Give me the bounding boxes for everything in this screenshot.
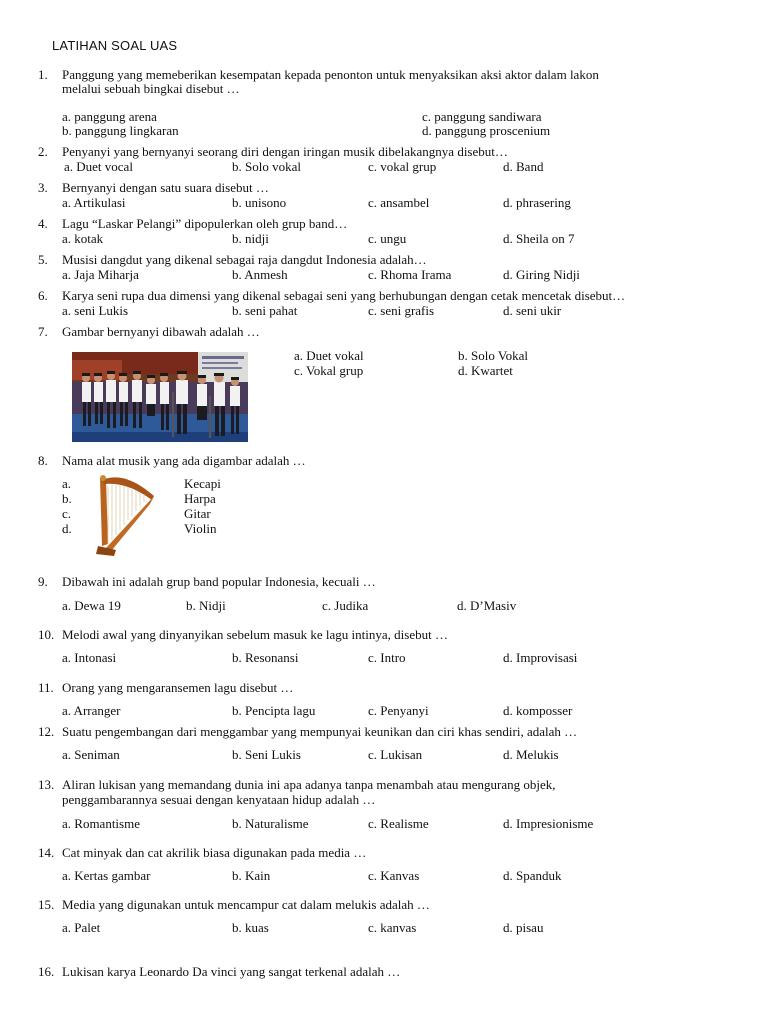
option-8c: Gitar [184,506,211,521]
option-8a: Kecapi [184,476,221,491]
option-12c: c. Lukisan [368,747,423,762]
option-1b: b. panggung lingkaran [62,123,179,138]
singing-group-photo [72,352,248,442]
page-title: LATIHAN SOAL UAS [52,38,178,53]
option-6d: d. seni ukir [503,303,562,318]
option-5b: b. Anmesh [232,267,288,282]
option-2d: d. Band [503,159,544,174]
option-2b: b. Solo vokal [232,159,301,174]
option-7c: c. Vokal grup [294,363,364,378]
option-3d: d. phrasering [503,195,571,210]
option-8c-letter: c. [62,506,72,521]
harp-image [92,474,158,558]
option-15b: b. kuas [232,920,269,935]
option-9d: d. D’Masiv [457,598,517,613]
question-13-continued: penggambarannya sesuai dengan kenyataan hidup adalah … [62,792,376,807]
option-14c: c. Kanvas [368,868,420,883]
option-13c: c. Realisme [368,816,429,831]
option-9b: b. Nidji [186,598,226,613]
question-2: 2. Penyanyi yang bernyanyi seorang diri dengan iringan musik dibelakangnya disebut… [38,144,508,159]
option-12a: a. Seniman [62,747,120,762]
option-6c: c. seni grafis [368,303,435,318]
option-10d: d. Improvisasi [503,650,578,665]
question-1-continued: melalui sebuah bingkai disebut … [62,81,240,96]
option-10a: a. Intonasi [62,650,117,665]
option-8b-letter: b. [62,491,72,506]
option-15a: a. Palet [62,920,101,935]
option-6b: b. seni pahat [232,303,298,318]
option-8a-letter: a. [62,476,72,491]
option-8b: Harpa [184,491,216,506]
option-15d: d. pisau [503,920,544,935]
option-14b: b. Kain [232,868,271,883]
option-9a: a. Dewa 19 [62,598,121,613]
option-7a: a. Duet vokal [294,348,364,363]
question-15: 15. Media yang digunakan untuk mencampur cat dalam melukis adalah … [38,897,430,912]
option-14d: d. Spanduk [503,868,562,883]
option-11a: a. Arranger [62,703,121,718]
option-11c: c. Penyanyi [368,703,429,718]
question-8: 8. Nama alat musik yang ada digambar adalah … [38,453,306,468]
option-6a: a. seni Lukis [62,303,129,318]
option-7d: d. Kwartet [458,363,513,378]
question-10: 10. Melodi awal yang dinyanyikan sebelum masuk ke lagu intinya, disebut … [38,627,448,642]
question-14: 14. Cat minyak dan cat akrilik biasa digunakan pada media … [38,845,367,860]
option-13b: b. Naturalisme [232,816,309,831]
option-14a: a. Kertas gambar [62,868,151,883]
option-2a: a. Duet vocal [64,159,133,174]
question-12: 12. Suatu pengembangan dari menggambar yang mempunyai keunikan dan ciri khas sendiri, adalah … [38,724,578,739]
option-15c: c. kanvas [368,920,417,935]
question-4: 4. Lagu “Laskar Pelangi” dipopulerkan oleh grup band… [38,216,348,231]
question-3: 3. Bernyanyi dengan satu suara disebut … [38,180,269,195]
option-10b: b. Resonansi [232,650,299,665]
question-6: 6. Karya seni rupa dua dimensi yang dikenal sebagai seni yang berhubungan dengan cetak mencetak disebut… [38,288,626,303]
option-3b: b. unisono [232,195,287,210]
option-2c: c. vokal grup [368,159,437,174]
option-13a: a. Romantisme [62,816,140,831]
question-5: 5. Musisi dangdut yang dikenal sebagai raja dangdut Indonesia adalah… [38,252,427,267]
option-9c: c. Judika [322,598,369,613]
question-9: 9. Dibawah ini adalah grup band popular Indonesia, kecuali … [38,574,376,589]
option-4b: b. nidji [232,231,269,246]
option-12d: d. Melukis [503,747,559,762]
option-11b: b. Pencipta lagu [232,703,316,718]
question-7: 7. Gambar bernyanyi dibawah adalah … [38,324,260,339]
option-13d: d. Impresionisme [503,816,594,831]
option-10c: c. Intro [368,650,406,665]
option-5c: c. Rhoma Irama [368,267,452,282]
option-3a: a. Artikulasi [62,195,126,210]
option-1a: a. panggung arena [62,109,157,124]
option-11d: d. komposser [503,703,573,718]
option-12b: b. Seni Lukis [232,747,301,762]
option-5a: a. Jaja Miharja [62,267,139,282]
option-4c: c. ungu [368,231,407,246]
option-8d: Violin [184,521,217,536]
question-1: 1. Panggung yang memeberikan kesempatan kepada penonton untuk menyaksikan aksi aktor dalam lakon [38,67,599,82]
option-5d: d. Giring Nidji [503,267,580,282]
option-1c: c. panggung sandiwara [422,109,542,124]
option-7b: b. Solo Vokal [458,348,528,363]
option-3c: c. ansambel [368,195,430,210]
option-8d-letter: d. [62,521,72,536]
question-11: 11. Orang yang mengaransemen lagu disebut … [38,680,294,695]
option-1d: d. panggung proscenium [422,123,551,138]
question-13: 13. Aliran lukisan yang memandang dunia ini apa adanya tanpa menambah atau mengurang objek, [38,777,556,792]
option-4a: a. kotak [62,231,104,246]
option-4d: d. Sheila on 7 [503,231,575,246]
question-16: 16. Lukisan karya Leonardo Da vinci yang sangat terkenal adalah … [38,964,401,979]
